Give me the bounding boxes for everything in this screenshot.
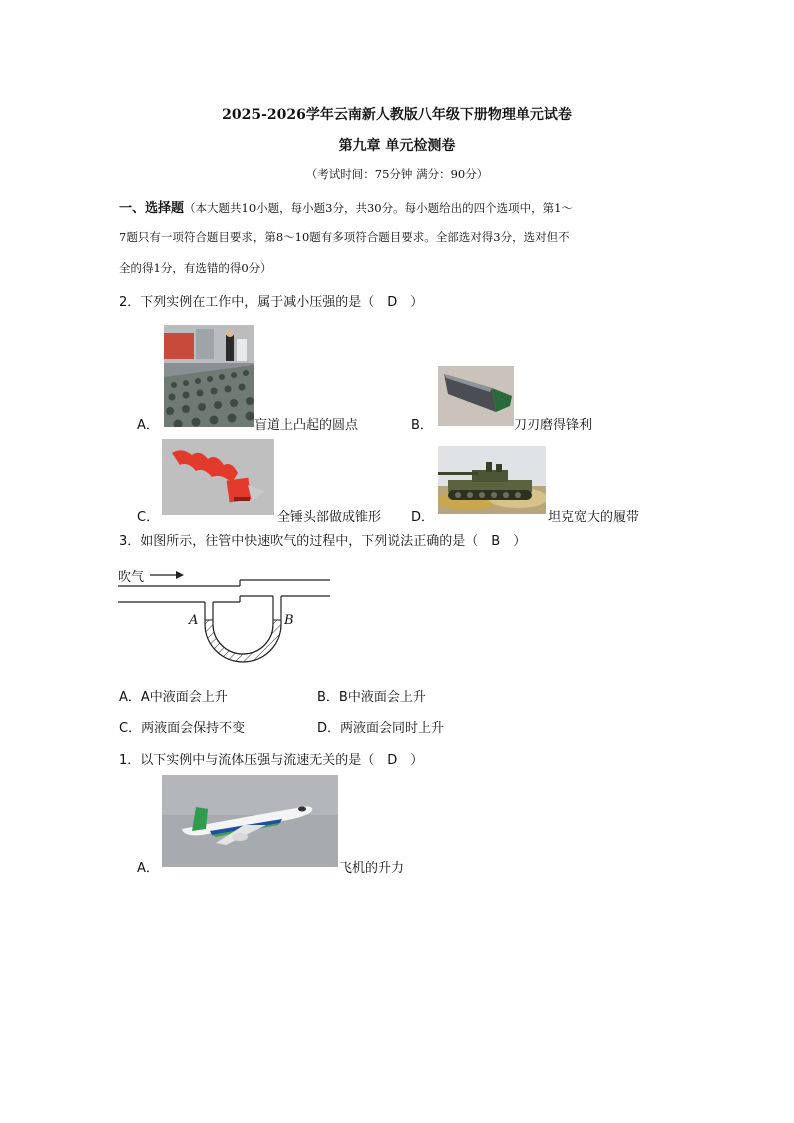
q1-option-a-image: [162, 775, 338, 867]
q2-stem: 2．下列实例在工作中，属于减小压强的是（ D ）: [119, 295, 424, 310]
q2-option-b-letter: B．: [411, 418, 433, 433]
q2-option-c-text: 全锤头部做成锥形: [277, 510, 382, 525]
q3-option-d: D．两液面会同时上升: [317, 721, 445, 736]
q1-option-a-letter: A．: [137, 861, 159, 876]
q2-option-b-text: 刀刃磨得锋利: [514, 418, 593, 433]
q2-option-a-letter: A．: [137, 418, 159, 433]
q2-option-d-letter: D．: [411, 510, 435, 525]
q3-stem: 3．如图所示，往管中快速吹气的过程中，下列说法正确的是（ B ）: [119, 534, 527, 549]
exam-info-text: （考试时间：75分钟 满分：90分）: [305, 167, 489, 181]
q1-stem: 1．以下实例中与流体压强与流速无关的是（ D ）: [119, 753, 424, 768]
section-intro-line1: [119, 197, 573, 216]
q3-label-a: A: [189, 613, 199, 628]
q3-option-c: C．两液面会保持不变: [119, 721, 246, 736]
q1-option-a-text: 飞机的升力: [339, 861, 405, 876]
section-desc-line2: 7题只有一项符合题目要求，第8～10题有多项符合题目要求。全部选对得3分，选对但不: [119, 230, 570, 244]
paper-title: 2025-2026学年云南新人教版八年级下册物理单元试卷: [222, 107, 572, 123]
q2-option-c-image: [162, 439, 274, 515]
q2-option-c-letter: C．: [137, 510, 160, 525]
q3-option-b: B．B中液面会上升: [317, 690, 426, 705]
q3-label-b: B: [284, 613, 294, 628]
section-desc-line3: 全的得1分，有选错的得0分）: [119, 261, 272, 275]
q2-option-b-image: [438, 366, 514, 426]
chapter-title: 第九章 单元检测卷: [338, 138, 456, 154]
q2-option-d-text: 坦克宽大的履带: [548, 510, 640, 525]
q3-figure: [118, 558, 333, 670]
section-desc-line1: （本大题共10小题，每小题3分，共30分。每小题给出的四个选项中，第1～: [184, 201, 573, 215]
section-heading: 一、选择题: [119, 201, 185, 216]
q2-option-a-image: [164, 325, 254, 427]
q3-option-a: A．A中液面会上升: [119, 690, 228, 705]
q2-option-a-text: 盲道上凸起的圆点: [254, 418, 359, 433]
q3-blow-label: 吹气: [118, 570, 145, 585]
q2-option-d-image: [438, 446, 546, 514]
exam-info: [0, 166, 794, 182]
